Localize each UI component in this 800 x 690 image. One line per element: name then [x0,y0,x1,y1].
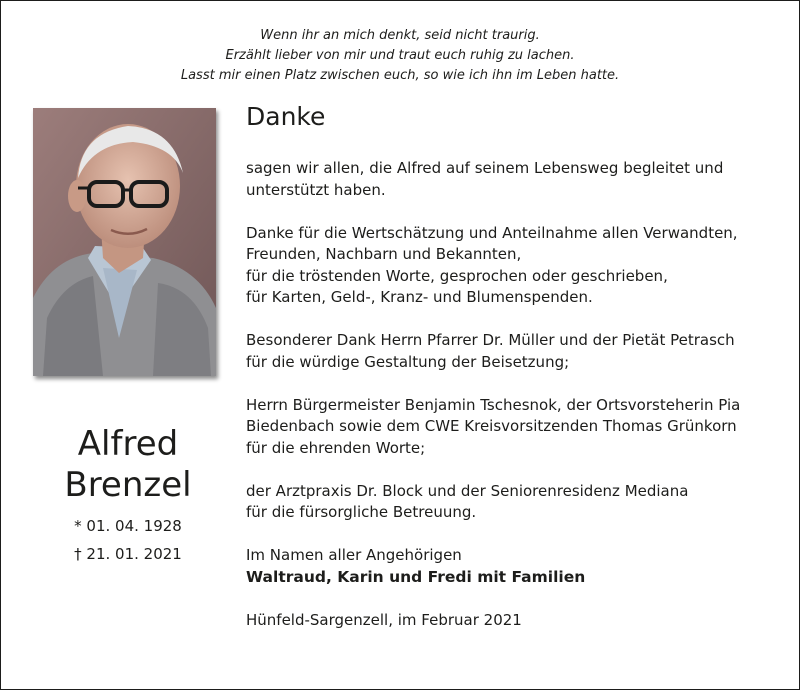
text-line: der Arztpraxis Dr. Block und der Seniorenresidenz Mediana [246,481,689,500]
text-line: Herrn Bürgermeister Benjamin Tschesnok, der Ortsvorsteherin Pia [246,395,741,414]
text-line: Besonderer Dank Herrn Pfarrer Dr. Müller und der Pietät Petrasch [246,331,735,349]
poem-line: Erzählt lieber von mir und traut euch ruhig zu lachen. [225,48,575,63]
paragraph [246,395,786,460]
text-line: für die würdige Gestaltung der Beisetzung; [246,352,570,371]
paragraph [246,481,786,524]
place-date: Hünfeld-Sargenzell, im Februar 2021 [246,610,522,629]
text-line: für die ehrenden Worte; [246,438,426,457]
life-dates [30,512,226,568]
text-line: sagen wir allen, die Alfred auf seinem Lebensweg begleitet und [246,159,724,177]
text-line: für die fürsorgliche Betreuung. [246,503,477,521]
place-date-paragraph [246,610,786,632]
closing [246,545,786,588]
first-name: Alfred [77,424,179,464]
birth-date: * 01. 04. 1928 [74,517,182,535]
text-line: Biedenbach sowie dem CWE Kreisvorsitzenden Thomas Grünkorn [246,417,737,435]
text-line: unterstützt haben. [246,180,386,199]
text-line: für Karten, Geld-, Kranz- und Blumenspenden. [246,288,593,306]
paragraph [246,158,786,201]
death-date: † 21. 01. 2021 [74,545,182,563]
closing-intro: Im Namen aller Angehörigen [246,546,462,564]
deceased-name [30,424,226,506]
family-names: Waltraud, Karin und Fredi mit Familien [246,567,586,586]
paragraph [246,330,786,373]
heading: Danke [246,102,326,131]
last-name: Brenzel [64,465,192,505]
portrait-photo [33,108,216,376]
text-line: für die tröstenden Worte, gesprochen oder geschrieben, [246,266,668,285]
poem-line: Lasst mir einen Platz zwischen euch, so wie ich ihn im Leben hatte. [180,68,620,83]
poem [0,26,800,86]
text-line: Freunden, Nachbarn und Bekannten, [246,245,522,263]
poem-line: Wenn ihr an mich denkt, seid nicht traurig. [260,28,540,43]
text-line: Danke für die Wertschätzung und Anteilnahme allen Verwandten, [246,223,738,242]
paragraph [246,223,786,309]
thanks-text [246,158,786,653]
